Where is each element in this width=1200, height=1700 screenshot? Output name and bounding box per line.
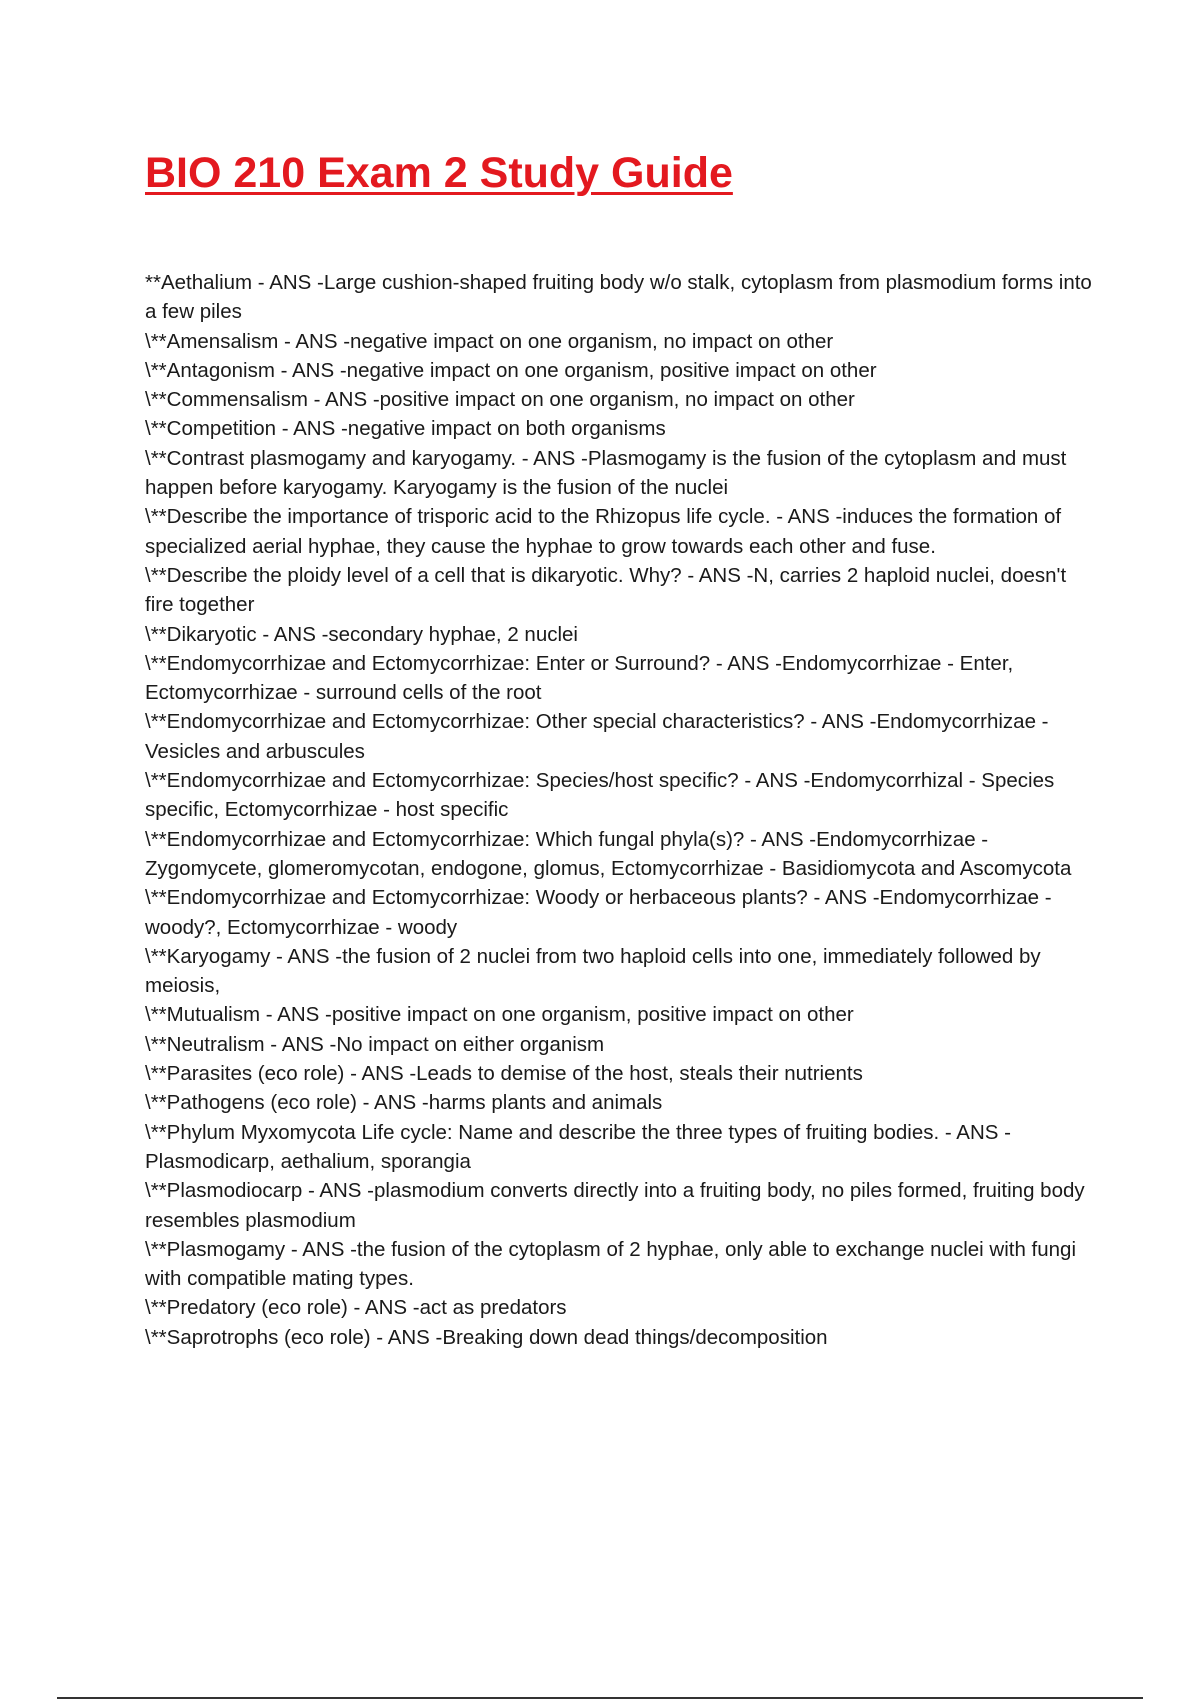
entry-parasites: \**Parasites (eco role) - ANS -Leads to demise of the host, steals their nutrients xyxy=(145,1062,863,1086)
entry-mycorrhizae-enter-surround: \**Endomycorrhizae and Ectomycorrhizae: Enter or Surround? - ANS -Endomycorrhizae - Enter, Ectomycorrhizae - surround cells of the root xyxy=(145,651,1014,705)
entry-pathogens: \**Pathogens (eco role) - ANS -harms plants and animals xyxy=(145,1091,663,1115)
entry-dikaryotic-ploidy: \**Describe the ploidy level of a cell that is dikaryotic. Why? - ANS -N, carries 2 haploid nuclei, doesn't fire together xyxy=(145,563,1067,617)
entry-aethalium: **Aethalium - ANS -Large cushion-shaped fruiting body w/o stalk, cytoplasm from plasmodium forms into a few piles xyxy=(145,271,1092,324)
entry-mycorrhizae-plants: \**Endomycorrhizae and Ectomycorrhizae: Woody or herbaceous plants? - ANS -Endomycorrhizae - woody?, Ectomycorrhizae - woody xyxy=(145,886,1052,939)
entry-neutralism: \**Neutralism - ANS -No impact on either organism xyxy=(145,1032,605,1056)
entry-dikaryotic: \**Dikaryotic - ANS -secondary hyphae, 2 nuclei xyxy=(145,622,578,646)
study-guide-entries xyxy=(145,268,1095,1352)
entry-plasmodiocarp: \**Plasmodiocarp - ANS -plasmodium converts directly into a fruiting body, no piles formed, fruiting body resembles plasmodium xyxy=(145,1179,1085,1232)
entry-mycorrhizae-phyla: \**Endomycorrhizae and Ectomycorrhizae: Which fungal phyla(s)? - ANS -Endomycorrhizae - Zygomycete, glomeromycotan, endogone, glomus, Ectomycorrhizae - Basidiomycota and Ascomycota xyxy=(145,827,1072,880)
footer-divider xyxy=(57,1697,1143,1699)
entry-plasmogamy: \**Plasmogamy - ANS -the fusion of the cytoplasm of 2 hyphae, only able to exchange nuclei with fungi with compatible mating types. xyxy=(145,1237,1076,1291)
entry-trisporic-acid: \**Describe the importance of trisporic acid to the Rhizopus life cycle. - ANS -induces the formation of specialized aerial hyphae, they cause the hyphae to grow towards each other and fuse. xyxy=(145,505,1062,558)
entry-amensalism: \**Amensalism - ANS -negative impact on one organism, no impact on other xyxy=(145,329,834,353)
entry-mutualism: \**Mutualism - ANS -positive impact on one organism, positive impact on other xyxy=(145,1003,854,1027)
entry-saprotrophs: \**Saprotrophs (eco role) - ANS -Breaking down dead things/decomposition xyxy=(145,1325,828,1349)
entry-plasmogamy-vs-karyogamy: \**Contrast plasmogamy and karyogamy. - ANS -Plasmogamy is the fusion of the cytoplasm and must happen before karyogamy. Karyogamy is the fusion of the nuclei xyxy=(145,446,1067,500)
entry-antagonism: \**Antagonism - ANS -negative impact on one organism, positive impact on other xyxy=(145,358,877,382)
entry-myxomycota-fruiting-bodies: \**Phylum Myxomycota Life cycle: Name and describe the three types of fruiting bodies. - ANS -Plasmodicarp, aethalium, sporangia xyxy=(145,1120,1011,1173)
entry-mycorrhizae-characteristics: \**Endomycorrhizae and Ectomycorrhizae: Other special characteristics? - ANS -Endomycorrhizae - Vesicles and arbuscules xyxy=(145,710,1049,763)
entry-karyogamy: \**Karyogamy - ANS -the fusion of 2 nuclei from two haploid cells into one, immediately followed by meiosis, xyxy=(145,944,1041,998)
entry-commensalism: \**Commensalism - ANS -positive impact on one organism, no impact on other xyxy=(145,388,855,412)
document-title: BIO 210 Exam 2 Study Guide xyxy=(145,149,733,197)
entry-competition: \**Competition - ANS -negative impact on both organisms xyxy=(145,417,666,441)
entry-mycorrhizae-specificity: \**Endomycorrhizae and Ectomycorrhizae: Species/host specific? - ANS -Endomycorrhizal - Species specific, Ectomycorrhizae - host specific xyxy=(145,769,1055,822)
entry-predatory: \**Predatory (eco role) - ANS -act as predators xyxy=(145,1296,567,1320)
